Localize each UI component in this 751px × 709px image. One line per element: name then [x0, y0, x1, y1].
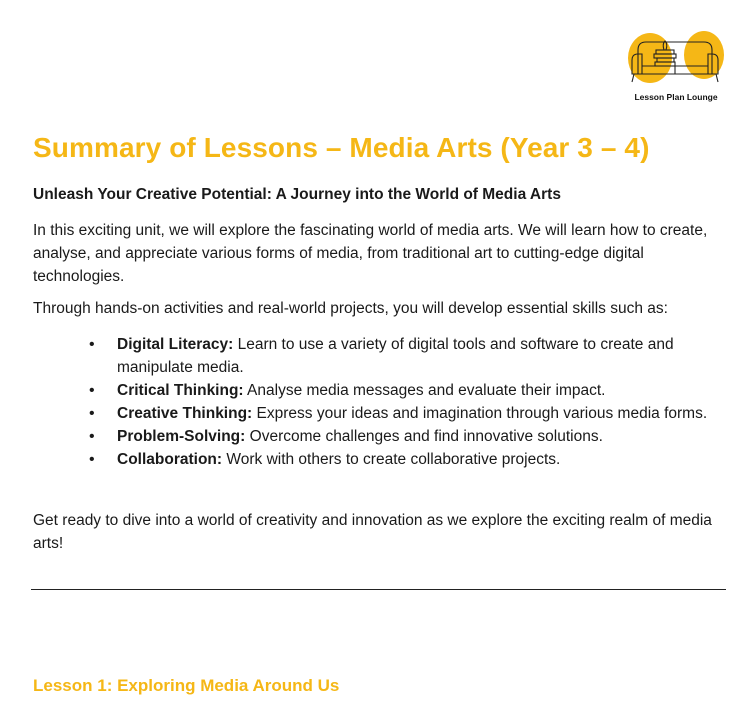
- skill-item-collaboration: [85, 448, 735, 471]
- skill-description: Work with others to create collaborative projects.: [226, 451, 561, 468]
- brand-name: Lesson Plan Lounge: [634, 92, 718, 102]
- bullet-icon: •: [89, 336, 95, 353]
- skill-item-critical-thinking: [85, 379, 735, 402]
- armchair-books-icon: [624, 28, 728, 92]
- brand-logo: [624, 28, 728, 106]
- document-subtitle: Unleash Your Creative Potential: A Journey into the World of Media Arts: [33, 186, 561, 203]
- skill-description: Learn to use a variety of digital tools and software to create and manipulate media.: [117, 336, 674, 376]
- closing-paragraph: Get ready to dive into a world of creativity and innovation as we explore the exciting realm of media arts!: [33, 512, 712, 552]
- skill-name: Critical Thinking:: [117, 382, 244, 399]
- skill-description: Overcome challenges and find innovative solutions.: [249, 428, 603, 445]
- skill-item-digital-literacy: [85, 333, 735, 379]
- skill-name: Collaboration:: [117, 451, 223, 468]
- intro-paragraph: In this exciting unit, we will explore the fascinating world of media arts. We will learn how to create, analyse, and appreciate various forms of media, from traditional art to cutting-edge digital technologies.: [33, 222, 708, 285]
- skill-item-creative-thinking: [85, 402, 735, 425]
- skill-name: Digital Literacy:: [117, 336, 234, 353]
- bullet-icon: •: [89, 405, 95, 422]
- section-divider: [31, 589, 726, 590]
- page-title: Summary of Lessons – Media Arts (Year 3 – 4): [33, 132, 650, 163]
- bullet-icon: •: [89, 451, 95, 468]
- skills-list: [85, 333, 735, 471]
- skill-description: Express your ideas and imagination through various media forms.: [256, 405, 708, 422]
- skill-name: Problem-Solving:: [117, 428, 246, 445]
- bullet-icon: •: [89, 382, 95, 399]
- skill-item-problem-solving: [85, 425, 735, 448]
- lesson-heading: Lesson 1: Exploring Media Around Us: [33, 676, 340, 695]
- skill-name: Creative Thinking:: [117, 405, 253, 422]
- bullet-icon: •: [89, 428, 95, 445]
- skill-description: Analyse media messages and evaluate their impact.: [247, 382, 606, 399]
- skills-intro-paragraph: Through hands-on activities and real-world projects, you will develop essential skills such as:: [33, 300, 668, 317]
